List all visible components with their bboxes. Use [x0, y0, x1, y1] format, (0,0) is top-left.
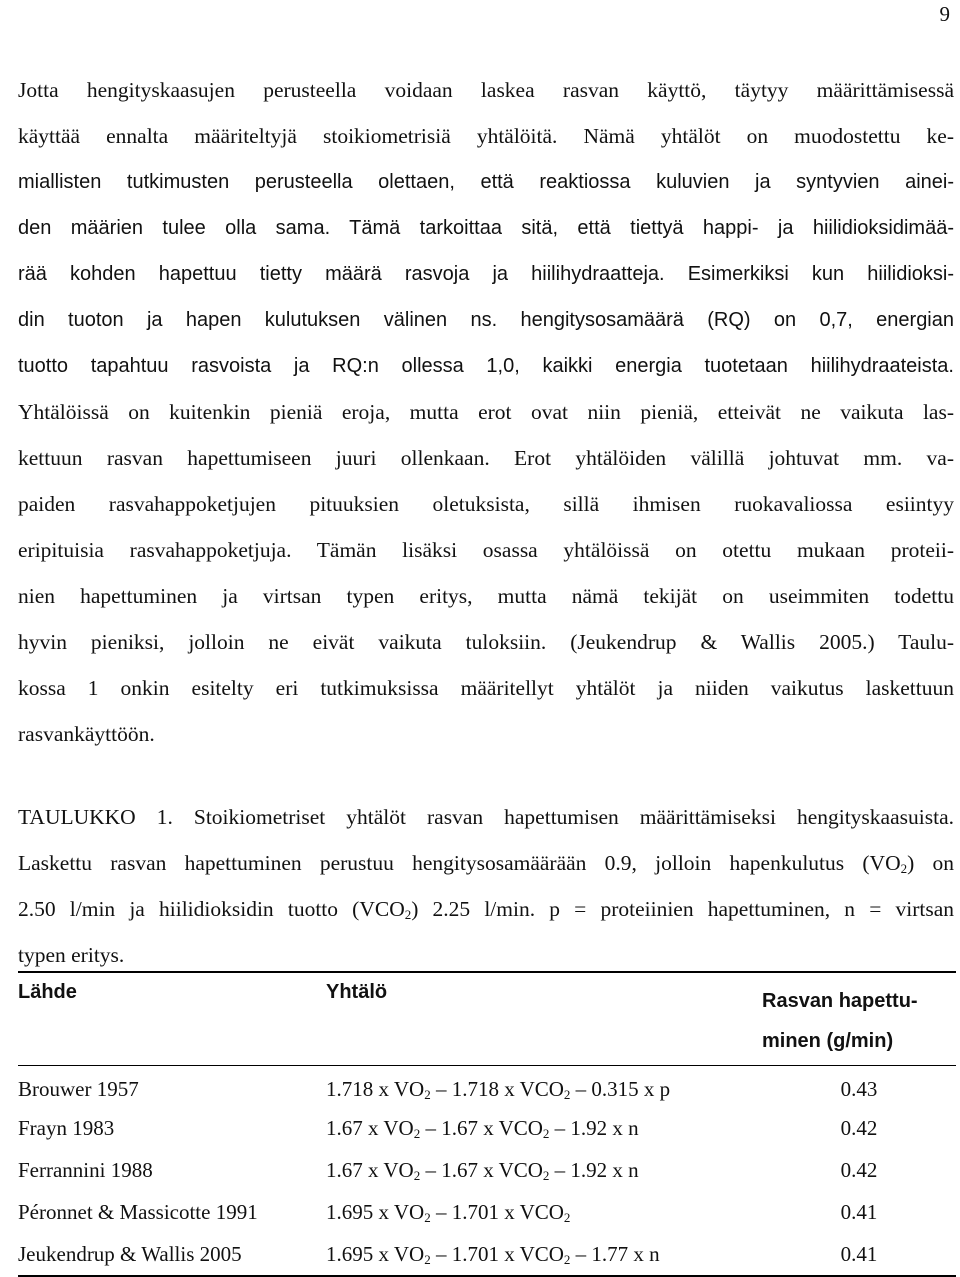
cell-equation: 1.67 x $VO_2 - 1.67$ x $VCO_2 - 1.92$ x n — [326, 1116, 639, 1141]
cell-fat-oxidation: 0.42 — [840, 1158, 878, 1182]
caption-line: typen eritys. — [18, 943, 125, 967]
body-paragraph — [18, 67, 954, 757]
header-fat-oxidation: Rasvan hapettu- minen (g/min) — [762, 990, 918, 1052]
body-line: tuotto tapahtuu rasvoista ja RQ:n ollessa 1,0, kaikki energia tuotetaan hiilihydraateista. — [18, 355, 954, 377]
body-line: miallisten tutkimusten perusteella olettaen, että reaktiossa kuluvien ja syntyvien ainei- — [18, 171, 954, 193]
body-line: hyvin pieniksi, jolloin ne eivät vaikuta tuloksiin. (Jeukendrup & Wallis 2005.) Taulu- — [18, 630, 954, 654]
cell-fat-oxidation: 0.41 — [840, 1241, 878, 1266]
body-line: eripituisia rasvahappoketjuja. Tämän lisäksi osassa yhtälöissä on otettu mukaan proteii- — [18, 538, 954, 562]
body-line: käyttää ennalta määriteltyjä stoikiometrisiä yhtälöitä. Nämä yhtälöt on muodostettu ke- — [18, 124, 954, 148]
table-row — [18, 1150, 956, 1192]
table-row — [18, 1108, 956, 1150]
cell-equation: 1.67 x $VO_2 - 1.67$ x $VCO_2 - 1.92$ x n — [326, 1158, 639, 1183]
caption-line: 2.50 l/min ja hiilidioksidin tuotto $(VCO_2)$ 2.25 l/min. p = proteiinien hapettuminen, n = virtsan — [18, 897, 954, 922]
header-source: Lähde — [18, 981, 77, 1003]
body-line: paiden rasvahappoketjujen pituuksien oletuksista, sillä ihmisen ruokavaliossa esiintyy — [18, 492, 954, 516]
cell-equation: 1.695 x $VO_2 - 1.701$ x $VCO_2 - 1.77$ x n — [326, 1241, 660, 1267]
cell-source: Péronnet & Massicotte 1991 — [18, 1200, 258, 1224]
equations-table — [18, 971, 956, 1277]
cell-equation: 1.695 x $VO_2 - 1.701$ x $VCO_2$ — [326, 1200, 571, 1225]
body-line: den määrien tulee olla sama. Tämä tarkoittaa sitä, että tiettyä happi- ja hiilidioksidimää- — [18, 217, 954, 239]
body-line: nien hapettuminen ja virtsan typen eritys, mutta nämä tekijät on useimmiten todettu — [18, 584, 954, 608]
body-line: kossa 1 onkin esitelty eri tutkimuksissa määritellyt yhtälöt ja niiden vaikutus laskettuun — [18, 676, 954, 700]
table-header-row — [18, 972, 956, 1066]
table-caption — [18, 794, 954, 978]
body-line: Yhtälöissä on kuitenkin pieniä eroja, mutta erot ovat niin pieniä, etteivät ne vaikuta las- — [18, 400, 954, 424]
page-number: 9 — [939, 2, 950, 26]
cell-source: Jeukendrup & Wallis 2005 — [18, 1241, 242, 1266]
cell-source: Ferrannini 1988 — [18, 1158, 153, 1182]
cell-fat-oxidation: 0.43 — [840, 1077, 878, 1102]
cell-source: Frayn 1983 — [18, 1116, 115, 1140]
cell-source: Brouwer 1957 — [18, 1077, 139, 1102]
body-line: rää kohden hapettuu tietty määrä rasvoja ja hiilihydraatteja. Esimerkiksi kun hiilidioksi- — [18, 263, 954, 285]
body-line: Jotta hengityskaasujen perusteella voidaan laskea rasvan käyttö, täytyy määrittämisessä — [18, 78, 954, 102]
cell-equation: 1.718 x $VO_2 - 1.718$ x $VCO_2 - 0.315$ x p — [326, 1077, 671, 1103]
table-row — [18, 1192, 956, 1234]
header-equation: Yhtälö — [326, 981, 388, 1003]
body-line: rasvankäyttöön. — [18, 722, 155, 746]
cell-fat-oxidation: 0.42 — [840, 1116, 878, 1140]
table-row — [18, 1234, 956, 1276]
cell-fat-oxidation: 0.41 — [840, 1200, 878, 1224]
caption-line: Laskettu rasvan hapettuminen perustuu hengitysosamäärään 0.9, jolloin hapenkulutus $(VO_2)$ on — [18, 851, 954, 876]
caption-line: TAULUKKO 1. Stoikiometriset yhtälöt rasvan hapettumisen määrittämiseksi hengityskaasuista. — [18, 805, 954, 829]
table-row — [18, 1066, 956, 1108]
body-line: din tuoton ja hapen kulutuksen välinen ns. hengitysosamäärä (RQ) on 0,7, energian — [18, 309, 954, 331]
body-line: kettuun rasvan hapettumiseen juuri ollenkaan. Erot yhtälöiden välillä johtuvat mm. va- — [18, 446, 954, 470]
